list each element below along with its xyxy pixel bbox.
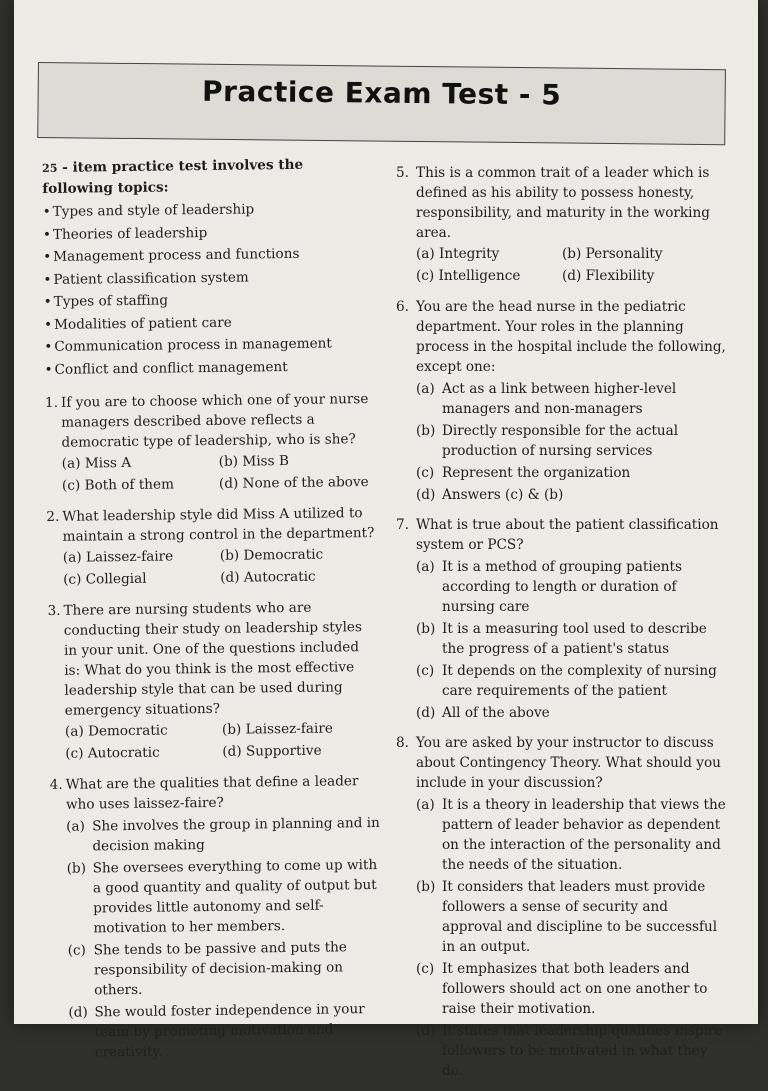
book-page	[14, 0, 758, 1079]
title-banner	[37, 62, 726, 145]
intro-text	[42, 154, 372, 199]
question-text: If you are to choose which one of your nurse managers described above reflects a democratic type of leadership, who is she?	[60, 391, 369, 451]
option-a: It is a theory in leadership that views the pattern of leader behavior as dependent on the interaction of the personality and the needs of the situation.	[442, 797, 726, 873]
option-letter: (c)	[416, 465, 435, 481]
question-number: 8.	[396, 735, 409, 751]
option-b: (b) Miss B	[218, 453, 289, 470]
option-a: It is a method of grouping patients according to length or duration of nursing care	[442, 559, 682, 615]
option-d: Answers (c) & (b)	[442, 487, 564, 503]
topic-item: • Theories of leadership	[43, 219, 373, 246]
option-d: (d) Autocratic	[220, 568, 316, 586]
page-title: Practice Exam Test - 5	[201, 74, 562, 112]
question-text: There are nursing students who are conducting their study on leadership styles in your unit. One of the questions included is: What do you think is the most effective leadership style that can be used during emergency situations?	[63, 599, 362, 719]
option-letter: (d)	[416, 705, 436, 721]
option-c: Represent the organization	[442, 465, 631, 481]
option-letter: (c)	[67, 942, 87, 959]
question-text: What are the qualities that define a leader who uses laissez-faire?	[65, 773, 359, 813]
option-a: (a) Democratic	[64, 722, 168, 740]
question-text: What leadership style did Miss A utilized to maintain a strong control in the department?	[62, 505, 375, 545]
option-c: She tends to be passive and puts the responsibility of decision-making on others.	[93, 939, 348, 999]
option-b: (b) Personality	[562, 246, 663, 262]
question-1	[45, 389, 376, 497]
question-text: This is a common trait of a leader which is defined as his ability to possess honesty, responsibility, and maturity in the working area.	[416, 165, 710, 241]
question-number: 6.	[396, 299, 409, 315]
option-letter: (a)	[66, 818, 85, 835]
intro-number: 25	[42, 161, 58, 175]
option-d: (d) None of the above	[218, 474, 369, 492]
option-b: (b) Democratic	[219, 546, 324, 564]
option-c: It emphasizes that both leaders and followers should act on one another to raise their motivation.	[442, 961, 708, 1017]
option-d: All of the above	[442, 705, 550, 721]
intro-body: - item practice test involves the following topics:	[42, 156, 304, 197]
option-a: Act as a link between higher-level managers and non-managers	[442, 381, 677, 417]
option-d: (d) Supportive	[222, 742, 322, 760]
option-letter: (b)	[416, 423, 436, 439]
option-c: (c) Autocratic	[65, 744, 160, 762]
topic-item: • Modalities of patient care	[44, 309, 374, 336]
option-c: (c) Collegial	[63, 570, 147, 588]
option-c: (c) Intelligence	[416, 268, 521, 284]
question-text: What is true about the patient classification system or PCS?	[416, 517, 719, 553]
question-number: 3.	[47, 602, 61, 619]
option-letter: (d)	[416, 1023, 436, 1039]
left-column	[42, 154, 383, 1073]
question-number: 2.	[46, 508, 60, 525]
option-c: It depends on the complexity of nursing care requirements of the patient	[442, 663, 717, 699]
option-letter: (d)	[416, 487, 436, 503]
question-2	[46, 503, 377, 591]
option-c: (c) Both of them	[61, 476, 175, 494]
option-letter: (b)	[416, 879, 436, 895]
option-a: She involves the group in planning and in decision making	[92, 814, 380, 855]
question-number: 7.	[396, 517, 409, 533]
topic-item: • Types and style of leadership	[43, 197, 373, 224]
option-b: Directly responsible for the actual production of nursing services	[442, 423, 679, 459]
option-letter: (b)	[416, 621, 436, 637]
question-number: 1.	[44, 394, 59, 411]
option-letter: (d)	[68, 1004, 88, 1021]
topic-item: • Patient classification system	[43, 264, 373, 291]
option-b: It is a measuring tool used to describe the progress of a patient's status	[442, 621, 707, 657]
option-letter: (a)	[416, 797, 435, 813]
question-6	[396, 297, 732, 505]
topic-item: • Types of staffing	[44, 287, 374, 314]
question-text: You are asked by your instructor to discuss about Contingency Theory. What should you include in your discussion?	[416, 735, 721, 791]
question-8	[396, 733, 732, 1081]
question-3	[47, 597, 379, 765]
topic-item: • Conflict and conflict management	[44, 354, 374, 381]
question-text: You are the head nurse in the pediatric department. Your roles in the planning process in the hospital include the following, except one:	[416, 299, 726, 375]
question-number: 5.	[396, 165, 409, 181]
topic-item: • Management process and functions	[43, 242, 373, 269]
option-a: (a) Laissez-faire	[62, 548, 174, 566]
option-b: (b) Laissez-faire	[221, 720, 333, 738]
question-7	[396, 515, 732, 723]
question-number: 4.	[49, 776, 63, 793]
option-b: It considers that leaders must provide followers a sense of security and approval and discipline to be successful in an output.	[442, 879, 718, 955]
option-b: She oversees everything to come up with a good quantity and quality of output but provides little autonomy and self-motivation to her members.	[92, 856, 378, 937]
option-a: (a) Miss A	[61, 454, 132, 472]
option-d: It states that leadership qualities inspire followers to be motivated in what they do.	[442, 1023, 723, 1079]
option-letter: (a)	[416, 559, 435, 575]
right-column	[396, 163, 732, 1091]
option-a: (a) Integrity	[416, 246, 500, 262]
question-5	[396, 163, 732, 287]
option-letter: (b)	[66, 860, 87, 877]
topic-item: • Communication process in management	[44, 332, 374, 359]
option-letter: (a)	[416, 381, 435, 397]
option-letter: (c)	[416, 663, 435, 679]
option-letter: (c)	[416, 961, 435, 977]
option-d: (d) Flexibility	[562, 268, 655, 284]
option-d: She would foster independence in your team by promoting motivation and creativity.	[94, 1001, 365, 1061]
question-4	[50, 771, 383, 1063]
topic-list	[43, 197, 375, 381]
